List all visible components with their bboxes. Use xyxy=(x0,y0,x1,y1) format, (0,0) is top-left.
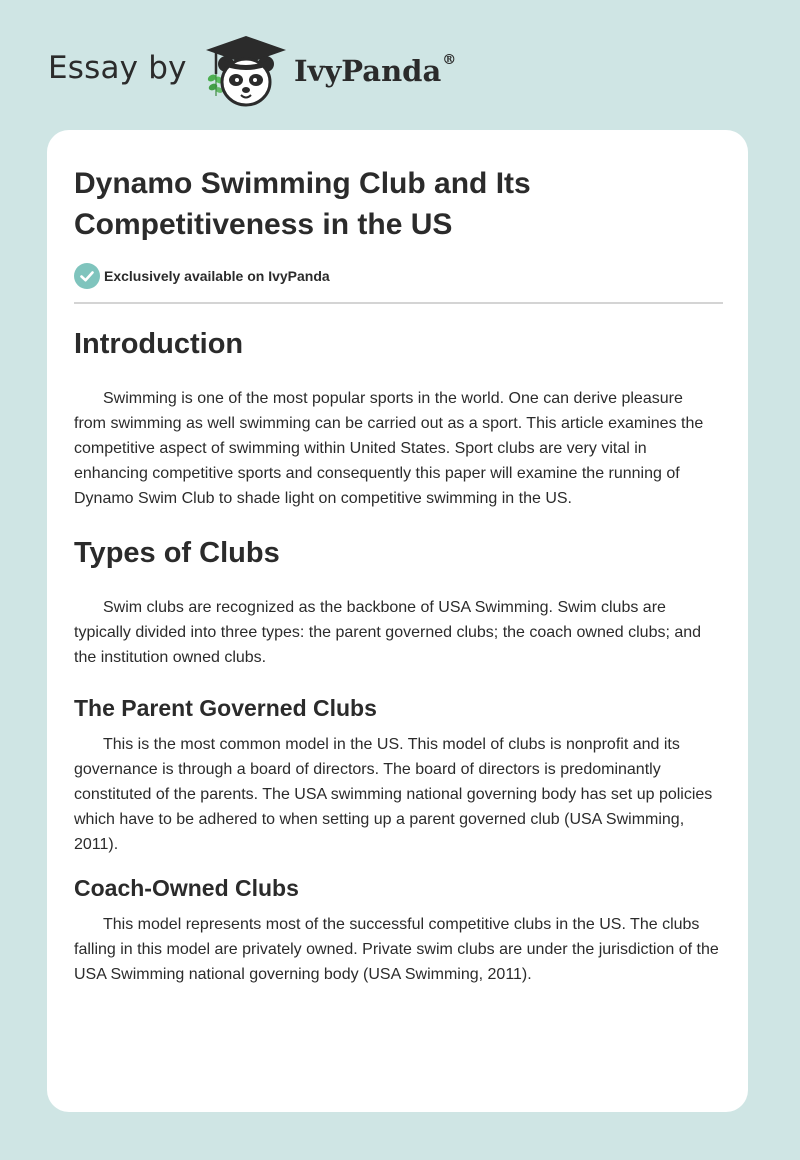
exclusive-badge xyxy=(74,263,330,289)
essay-body xyxy=(74,314,719,987)
section-paragraph-coach-owned: This model represents most of the successful competitive clubs in the US. The clubs falling in this model are privately owned. Private swim clubs are under the jurisdiction of the USA Swimming national governing body (USA Swimming, 2011). xyxy=(74,916,719,983)
section-heading-types-of-clubs: Types of Clubs xyxy=(74,537,280,569)
exclusive-label: Exclusively available on IvyPanda xyxy=(104,268,330,284)
check-circle-icon xyxy=(74,263,100,289)
panda-graduate-icon xyxy=(202,34,290,110)
section-paragraph-introduction: Swimming is one of the most popular sports in the world. One can derive pleasure from swimming as well swimming can be carried out as a sport. This article examines the competitive aspect of swimming within United States. Sport clubs are very vital in enhancing competitive sports and consequently this paper will examine the running of Dynamo Swim Club to shade light on competitive swimming in the US. xyxy=(74,390,704,507)
brand-prefix: Essay by xyxy=(48,50,187,86)
section-heading-coach-owned: Coach-Owned Clubs xyxy=(74,875,299,901)
brand-header xyxy=(48,32,508,112)
section-heading-introduction: Introduction xyxy=(74,328,244,360)
registered-mark: ® xyxy=(442,52,457,68)
brand-name xyxy=(294,54,456,88)
section-paragraph-parent-governed: This is the most common model in the US. This model of clubs is nonprofit and its governance is through a board of directors. The board of directors is predominantly constituted of the parents. The USA swimming national governing body has set up policies which have to be adhered to when setting up a parent governed club (USA Swimming, 2011). xyxy=(74,736,713,853)
brand-name-text: IvyPanda xyxy=(294,54,442,88)
section-heading-parent-governed: The Parent Governed Clubs xyxy=(74,695,377,721)
section-paragraph-types-of-clubs: Swim clubs are recognized as the backbone of USA Swimming. Swim clubs are typically divided into three types: the parent governed clubs; the coach owned clubs; and the institution owned clubs. xyxy=(74,599,702,666)
essay-card xyxy=(47,130,748,1112)
essay-title: Dynamo Swimming Club and Its Competitiveness in the US xyxy=(74,167,531,241)
title-divider xyxy=(74,302,723,304)
